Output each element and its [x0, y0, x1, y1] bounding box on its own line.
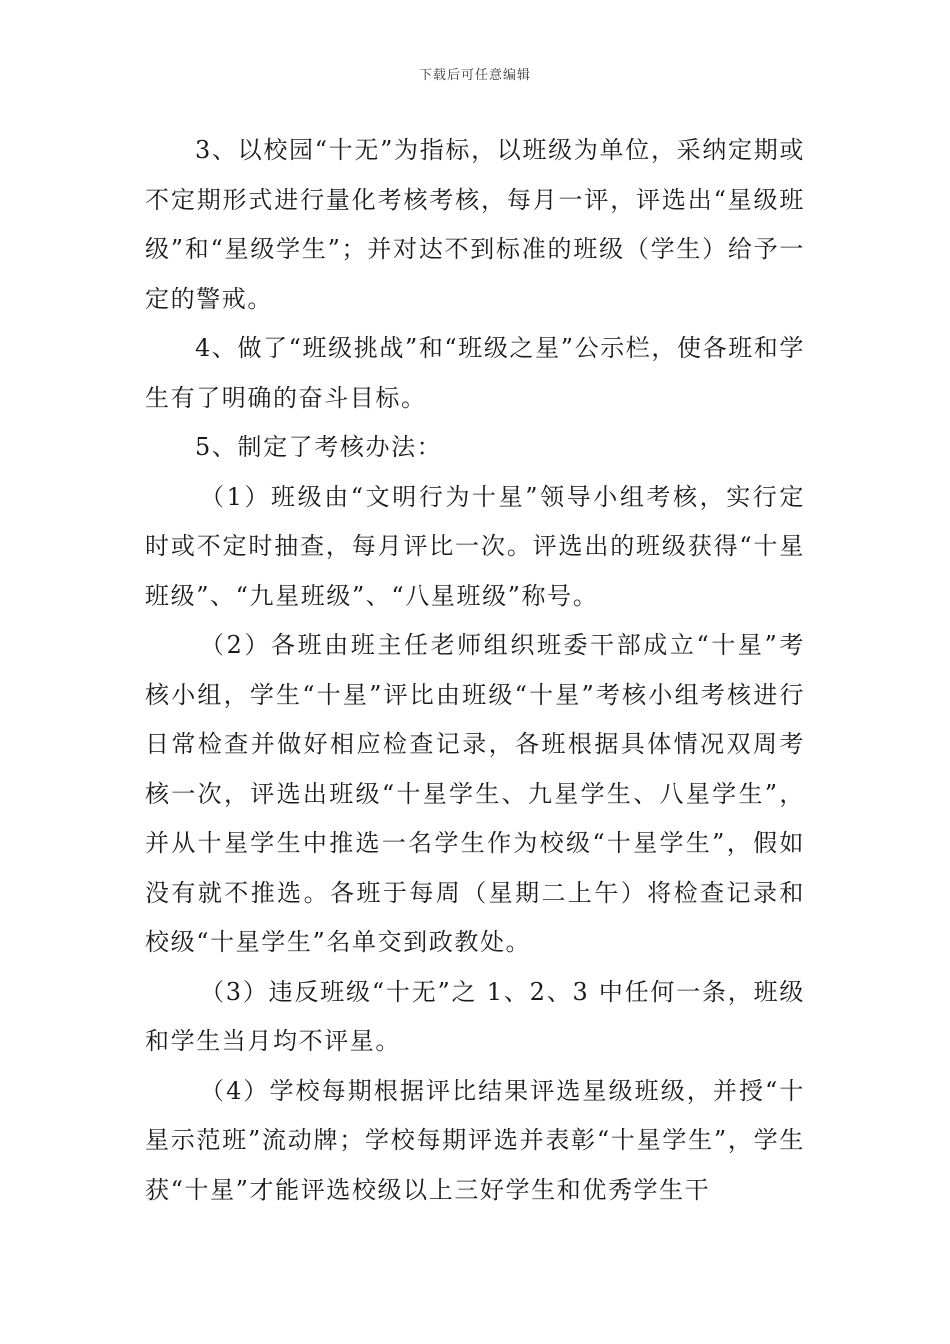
- paragraph-item-3: 3、以校园“十无”为指标，以班级为单位，采纳定期或不定期形式进行量化考核考核，每月一评，评选出“星级班级”和“星级学生”；并对达不到标准的班级（学生）给予一定的警戒。: [145, 136, 805, 313]
- document-body: [145, 126, 805, 1215]
- paragraph-item-4: 4、做了“班级挑战”和“班级之星”公示栏，使各班和学生有了明确的奋斗目标。: [145, 334, 805, 412]
- page-header-note: 下载后可任意编辑: [418, 68, 531, 83]
- paragraph-subitem-4: （4）学校每期根据评比结果评选星级班级，并授“十星示范班”流动牌；学校每期评选并表彰“十星学生”，学生获“十星”才能评选校级以上三好学生和优秀学生干: [145, 1076, 805, 1204]
- paragraph-subitem-2: （2）各班由班主任老师组织班委干部成立“十星”考核小组，学生“十星”评比由班级“十星”考核小组考核进行日常检查并做好相应检查记录，各班根据具体情况双周考核一次，评选出班级“十星学生、九星学生、八星学生”，并从十星学生中推选一名学生作为校级“十星学生”，假如没有就不推选。各班于每周（星期二上午）将检查记录和校级“十星学生”名单交到政教处。: [145, 631, 805, 956]
- paragraph-subitem-1: （1）班级由“文明行为十星”领导小组考核，实行定时或不定时抽查，每月评比一次。评选出的班级获得“十星班级”、“九星班级”、“八星班级”称号。: [145, 482, 805, 610]
- paragraph-item-5: 5、制定了考核办法：: [195, 433, 443, 461]
- paragraph-subitem-3: （3）违反班级“十无”之 1、2、3 中任何一条，班级和学生当月均不评星。: [145, 977, 805, 1055]
